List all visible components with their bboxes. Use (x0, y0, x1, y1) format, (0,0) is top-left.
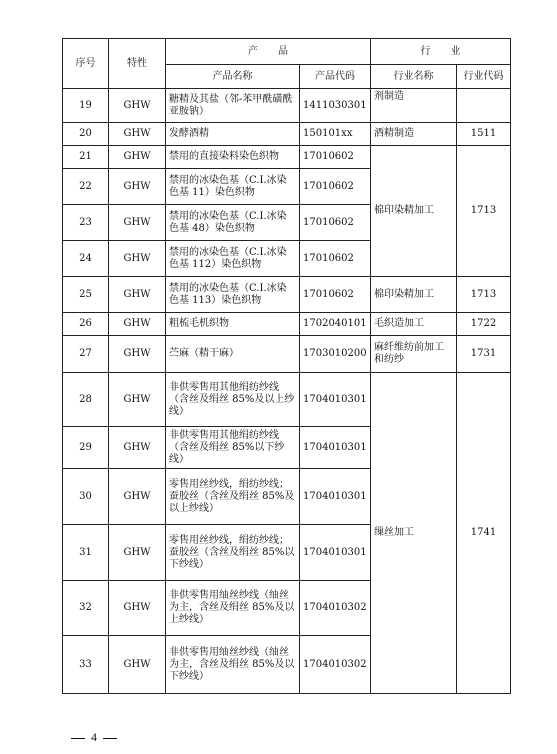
table-row (63, 336, 511, 373)
row-product-name: 糖精及其盐（邻-苯甲酰磺酰亚胺钠） (166, 89, 300, 123)
row-seq: 28 (63, 373, 109, 427)
row-product-code: 1704010301 (300, 373, 371, 427)
row-feature: GHW (109, 123, 166, 146)
row-feature: GHW (109, 169, 166, 205)
page-number-value: 4 (91, 730, 97, 744)
row-industry-code: 1741 (457, 373, 511, 694)
header-seq: 序号 (63, 39, 109, 89)
product-industry-table (62, 38, 511, 694)
header-industry-code: 行业代码 (457, 65, 511, 89)
row-industry-code: 1722 (457, 313, 511, 336)
row-product-name: 禁用的冰染色基（C.I.冰染色基 113）染色织物 (166, 277, 300, 313)
row-industry-code: 1511 (457, 123, 511, 146)
table-row (63, 313, 511, 336)
row-product-name: 苎麻（精干麻） (166, 336, 300, 373)
row-product-name: 禁用的冰染色基（C.I.冰染色基 11）染色织物 (166, 169, 300, 205)
row-product-name: 非供零售用其他绢纺纱线（含丝及绢丝 85%及以上纱线） (166, 373, 300, 427)
header-industry-name: 行业名称 (371, 65, 457, 89)
row-seq: 33 (63, 636, 109, 694)
row-product-code: 17010602 (300, 205, 371, 241)
header-product-code: 产品代码 (300, 65, 371, 89)
row-product-code: 1704010302 (300, 636, 371, 694)
row-feature: GHW (109, 241, 166, 277)
row-seq: 21 (63, 146, 109, 169)
row-product-name: 禁用的冰染色基（C.I.冰染色基 48）染色织物 (166, 205, 300, 241)
row-industry-code: 1713 (457, 277, 511, 313)
row-seq: 26 (63, 313, 109, 336)
row-feature: GHW (109, 205, 166, 241)
row-feature: GHW (109, 581, 166, 636)
row-product-name: 粗梳毛机织物 (166, 313, 300, 336)
header-row-top (63, 39, 511, 65)
row-seq: 31 (63, 525, 109, 581)
table-row (63, 123, 511, 146)
table-row (63, 373, 511, 427)
row-product-code: 1411030301 (300, 89, 371, 123)
row-product-code: 150101xx (300, 123, 371, 146)
row-industry-name: 棉印染精加工 (371, 146, 457, 277)
header-product-group: 产 品 (166, 39, 371, 65)
row-product-name: 发酵酒精 (166, 123, 300, 146)
table-row (63, 277, 511, 313)
row-industry-name: 麻纤维纺前加工和纺纱 (371, 336, 457, 373)
row-product-code: 1703010200 (300, 336, 371, 373)
row-feature: GHW (109, 336, 166, 373)
table-row (63, 89, 511, 123)
row-product-name: 零售用丝纱线，绢纺纱线；蚕胶丝（含丝及绢丝 85%以下纱线） (166, 525, 300, 581)
table-row (63, 146, 511, 169)
row-industry-name: 棉印染精加工 (371, 277, 457, 313)
row-product-code: 17010602 (300, 241, 371, 277)
header-industry-group: 行 业 (371, 39, 511, 65)
header-feature: 特性 (109, 39, 166, 89)
row-seq: 24 (63, 241, 109, 277)
row-product-code: 1704010302 (300, 581, 371, 636)
row-product-code: 1704010301 (300, 427, 371, 469)
row-product-name: 禁用的冰染色基（C.I.冰染色基 112）染色织物 (166, 241, 300, 277)
row-industry-code: 1713 (457, 146, 511, 277)
row-feature: GHW (109, 636, 166, 694)
row-feature: GHW (109, 146, 166, 169)
row-seq: 23 (63, 205, 109, 241)
row-feature: GHW (109, 373, 166, 427)
page-number (65, 730, 123, 745)
row-feature: GHW (109, 525, 166, 581)
page-dash-left (71, 738, 85, 739)
row-product-code: 1702040101 (300, 313, 371, 336)
row-product-name: 非供零售用䌷丝纱线（䌷丝为主，含丝及绢丝 85%及以下纱线） (166, 636, 300, 694)
row-seq: 20 (63, 123, 109, 146)
row-product-code: 1704010301 (300, 525, 371, 581)
row-product-code: 1704010301 (300, 469, 371, 525)
row-product-code: 17010602 (300, 277, 371, 313)
row-feature: GHW (109, 89, 166, 123)
row-seq: 22 (63, 169, 109, 205)
row-product-name: 零售用丝纱线，绢纺纱线；蚕胶丝（含丝及绢丝 85%及以上纱线） (166, 469, 300, 525)
row-industry-code (457, 89, 511, 123)
row-industry-name: 毛织造加工 (371, 313, 457, 336)
row-seq: 29 (63, 427, 109, 469)
page-dash-right (103, 738, 117, 739)
row-product-name: 非供零售用䌷丝纱线（䌷丝为主，含丝及绢丝 85%及以上纱线） (166, 581, 300, 636)
row-seq: 32 (63, 581, 109, 636)
header-product-name: 产品名称 (166, 65, 300, 89)
row-industry-code: 1731 (457, 336, 511, 373)
row-seq: 27 (63, 336, 109, 373)
row-feature: GHW (109, 313, 166, 336)
row-product-code: 17010602 (300, 169, 371, 205)
row-feature: GHW (109, 469, 166, 525)
row-seq: 25 (63, 277, 109, 313)
row-product-name: 非供零售用其他绢纺纱线（含丝及绢丝 85%以下纱线） (166, 427, 300, 469)
row-product-code: 17010602 (300, 146, 371, 169)
row-industry-name: 酒精制造 (371, 123, 457, 146)
row-product-name: 禁用的直接染料染色织物 (166, 146, 300, 169)
row-industry-name: 缫丝加工 (371, 373, 457, 694)
row-seq: 19 (63, 89, 109, 123)
row-industry-name: 剂制造 (371, 89, 457, 123)
row-feature: GHW (109, 427, 166, 469)
row-feature: GHW (109, 277, 166, 313)
row-seq: 30 (63, 469, 109, 525)
